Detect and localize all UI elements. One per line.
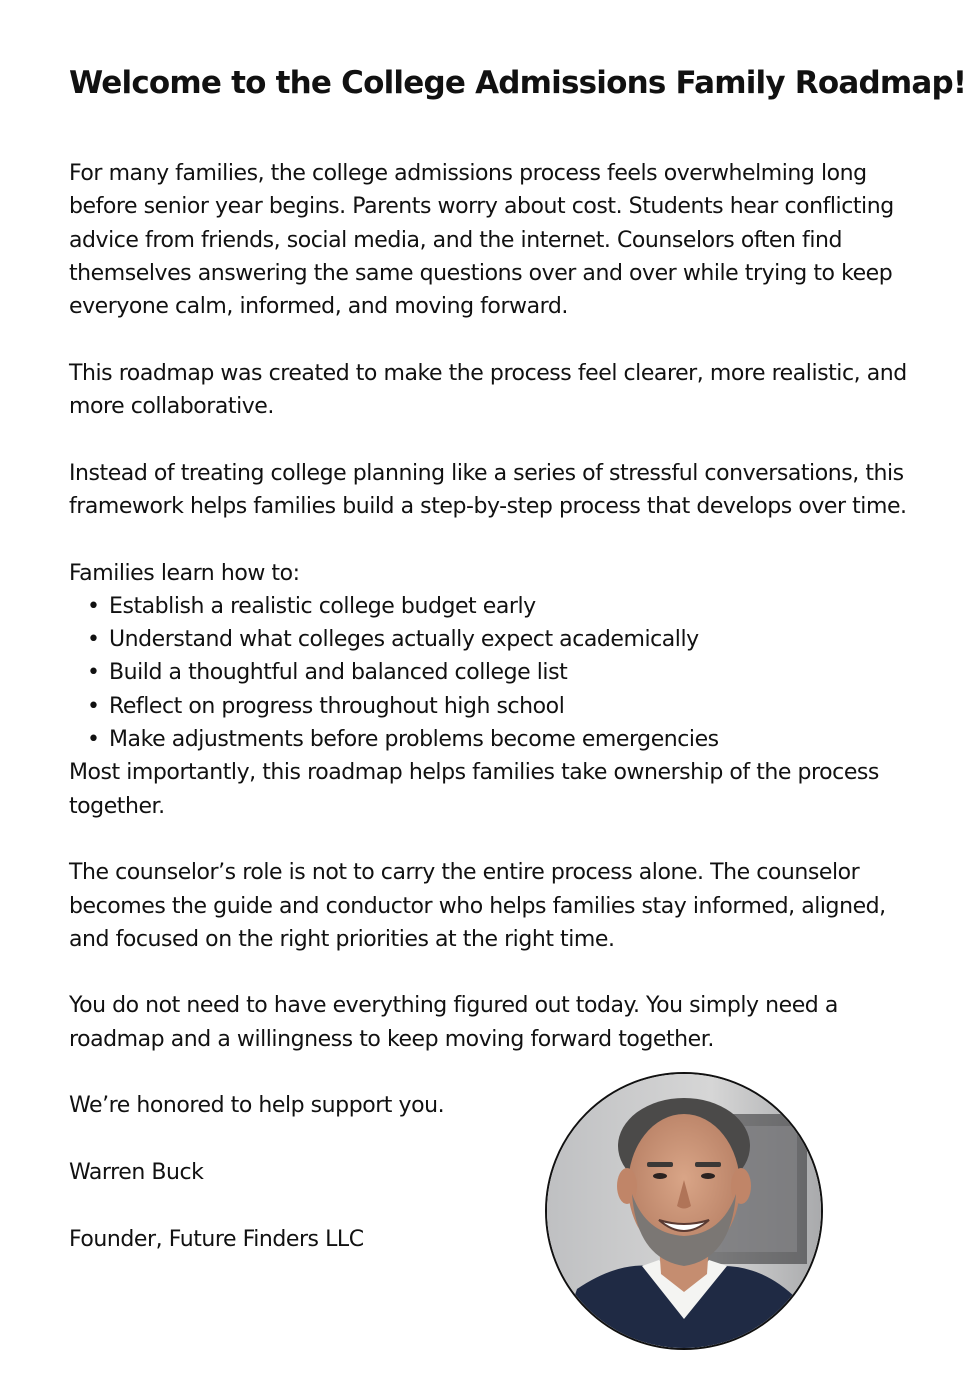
list-item: • Establish a realistic college budget early	[109, 590, 929, 623]
letter-body	[69, 157, 929, 1256]
paragraph-ownership: Most importantly, this roadmap helps families take ownership of the process together.	[69, 760, 879, 819]
paragraph-framework: Instead of treating college planning like a series of stressful conversations, this framework helps families build a step-by-step process that develops over time.	[69, 460, 907, 519]
list-item: • Make adjustments before problems become emergencies	[109, 723, 929, 756]
list-item: • Understand what colleges actually expect academically	[109, 623, 929, 656]
letter-page	[69, 58, 967, 1289]
paragraph-counselor-role: The counselor’s role is not to carry the entire process alone. The counselor becomes the guide and conductor who helps families stay informed, aligned, and focused on the right priorities at the right time.	[69, 860, 886, 952]
skills-list	[69, 590, 929, 756]
paragraph-closing: We’re honored to help support you.	[69, 1093, 445, 1119]
paragraph-intro: For many families, the college admissions process feels overwhelming long before senior year begins. Parents worry about cost. Students hear conflicting advice from friends, social media, and the internet. Counselors often find themselves answering the same questions over and over while trying to keep everyone calm, informed, and moving forward.	[69, 161, 894, 320]
paragraph-encouragement: You do not need to have everything figured out today. You simply need a roadmap and a willingness to keep moving forward together.	[69, 993, 838, 1052]
paragraph-purpose: This roadmap was created to make the process feel clearer, more realistic, and more collaborative.	[69, 360, 907, 420]
list-intro: Families learn how to:	[69, 560, 300, 586]
portrait-photo	[547, 1074, 821, 1348]
signature-name: Warren Buck	[69, 1159, 204, 1185]
list-item: • Reflect on progress throughout high school	[109, 690, 929, 723]
author-portrait	[545, 1072, 823, 1350]
list-item: • Build a thoughtful and balanced college list	[109, 656, 929, 689]
signature-role: Founder, Future Finders LLC	[69, 1226, 364, 1252]
page-title: Welcome to the College Admissions Family Roadmap!	[69, 65, 967, 101]
